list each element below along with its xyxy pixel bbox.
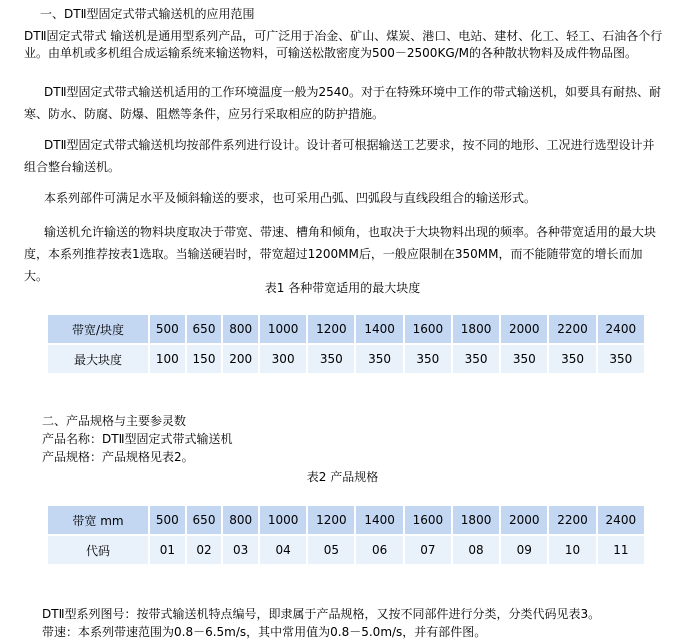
table1-value-cell: 200 xyxy=(223,345,258,373)
table1-caption: 表1 各种带宽适用的最大块度 xyxy=(264,281,421,295)
table1-width-cell: 1200 xyxy=(308,315,354,343)
section1-p1-line2: 业。由单机或多机组合成运输系统来输送物料，可输送松散密度为500－2500KG/M的各种散状物料及成件物品图。 xyxy=(24,46,638,60)
footer-line2: 带速：本系列带速范围为0.8－6.5m/s，其中常用值为0.8－5.0m/s，并有部件图。 xyxy=(42,625,487,639)
table1-value-cell: 350 xyxy=(549,345,595,373)
table1-value-cell: 350 xyxy=(356,345,402,373)
table2-width-cell: 1400 xyxy=(356,506,402,534)
table2-code-cell: 07 xyxy=(405,536,451,564)
table2-width-cell: 1000 xyxy=(260,506,306,534)
table1-width-cell: 2000 xyxy=(501,315,547,343)
table2-row-label: 代码 xyxy=(48,536,148,564)
table1-value-cell: 350 xyxy=(308,345,354,373)
table2-header-label: 带宽 mm xyxy=(48,506,148,534)
table1-width-cell: 1600 xyxy=(405,315,451,343)
section1-p5: 输送机允许输送的物料块度取决于带宽、带速、槽角和倾角，也取决于大块物料出现的频率。各种带宽适用的最大块度，本系列推荐按表1选取。当输送硬岩时，带宽超过1200MM后，一般应限制在350MM，而不能随带宽的增长而加大。 xyxy=(24,225,657,283)
product-name: 产品名称：DTⅡ型固定式带式输送机 xyxy=(42,432,233,446)
table1-value-cell: 350 xyxy=(598,345,644,373)
table1-row-label: 最大块度 xyxy=(48,345,148,373)
table1-width-cell: 1800 xyxy=(453,315,499,343)
table1-width-cell: 1400 xyxy=(356,315,402,343)
table2 xyxy=(46,504,646,566)
table2-width-cell: 2400 xyxy=(598,506,644,534)
table2-code-cell: 08 xyxy=(453,536,499,564)
table1-width-cell: 2200 xyxy=(549,315,595,343)
table2-code-cell: 06 xyxy=(356,536,402,564)
section1-p1-line1: DTⅡ固定式带式 输送机是通用型系列产品，可广泛用于冶金、矿山、煤炭、港口、电站、建材、化工、轻工、石油各个行 xyxy=(24,29,663,43)
table2-width-cell: 2000 xyxy=(501,506,547,534)
table2-width-cell: 800 xyxy=(223,506,258,534)
table1-width-cell: 800 xyxy=(223,315,258,343)
table1-value-cell: 150 xyxy=(187,345,222,373)
table1-header-label: 带宽/块度 xyxy=(48,315,148,343)
table2-code-row xyxy=(48,536,644,564)
table1-header-row xyxy=(48,315,644,343)
table1-width-cell: 500 xyxy=(150,315,185,343)
footer-line1: DTⅡ型系列图号：按带式输送机特点编号，即隶属于产品规格，又按不同部件进行分类，分类代码见表3。 xyxy=(42,607,601,621)
table2-code-cell: 11 xyxy=(598,536,644,564)
table2-header-row xyxy=(48,506,644,534)
table2-width-cell: 1600 xyxy=(405,506,451,534)
table1-value-cell: 350 xyxy=(501,345,547,373)
table2-code-cell: 10 xyxy=(549,536,595,564)
table2-width-cell: 1800 xyxy=(453,506,499,534)
table2-width-cell: 1200 xyxy=(308,506,354,534)
table1-value-row xyxy=(48,345,644,373)
table2-code-cell: 02 xyxy=(187,536,222,564)
table2-code-cell: 05 xyxy=(308,536,354,564)
table2-code-cell: 01 xyxy=(150,536,185,564)
section2-heading: 二、产品规格与主要参灵数 xyxy=(42,414,187,428)
table1-value-cell: 350 xyxy=(453,345,499,373)
table1-width-cell: 650 xyxy=(187,315,222,343)
table1-width-cell: 1000 xyxy=(260,315,306,343)
section1-heading: 一、DTⅡ型固定式带式输送机的应用范围 xyxy=(40,7,255,21)
section1-p3: DTⅡ型固定式带式输送机均按部件系列进行设计。设计者可根据输送工艺要求，按不同的地形、工况进行选型设计并组合整台输送机。 xyxy=(24,138,655,174)
table1-width-cell: 2400 xyxy=(598,315,644,343)
product-spec: 产品规格：产品规格见表2。 xyxy=(42,450,194,464)
section1-p4: 本系列部件可满足水平及倾斜输送的要求，也可采用凸弧、凹弧段与直线段组合的输送形式。 xyxy=(44,191,537,205)
table1 xyxy=(46,313,646,375)
table1-value-cell: 300 xyxy=(260,345,306,373)
table2-width-cell: 650 xyxy=(187,506,222,534)
table2-width-cell: 500 xyxy=(150,506,185,534)
table2-code-cell: 09 xyxy=(501,536,547,564)
table1-value-cell: 100 xyxy=(150,345,185,373)
table2-code-cell: 04 xyxy=(260,536,306,564)
section1-p2: DTⅡ型固定式带式输送机适用的工作环境温度一般为2540。对于在特殊环境中工作的带式输送机，如要具有耐热、耐寒、防水、防腐、防爆、阻燃等条件，应另行采取相应的防护措施。 xyxy=(24,85,662,121)
table2-width-cell: 2200 xyxy=(549,506,595,534)
table2-code-cell: 03 xyxy=(223,536,258,564)
table2-caption: 表2 产品规格 xyxy=(306,470,379,484)
table1-value-cell: 350 xyxy=(405,345,451,373)
